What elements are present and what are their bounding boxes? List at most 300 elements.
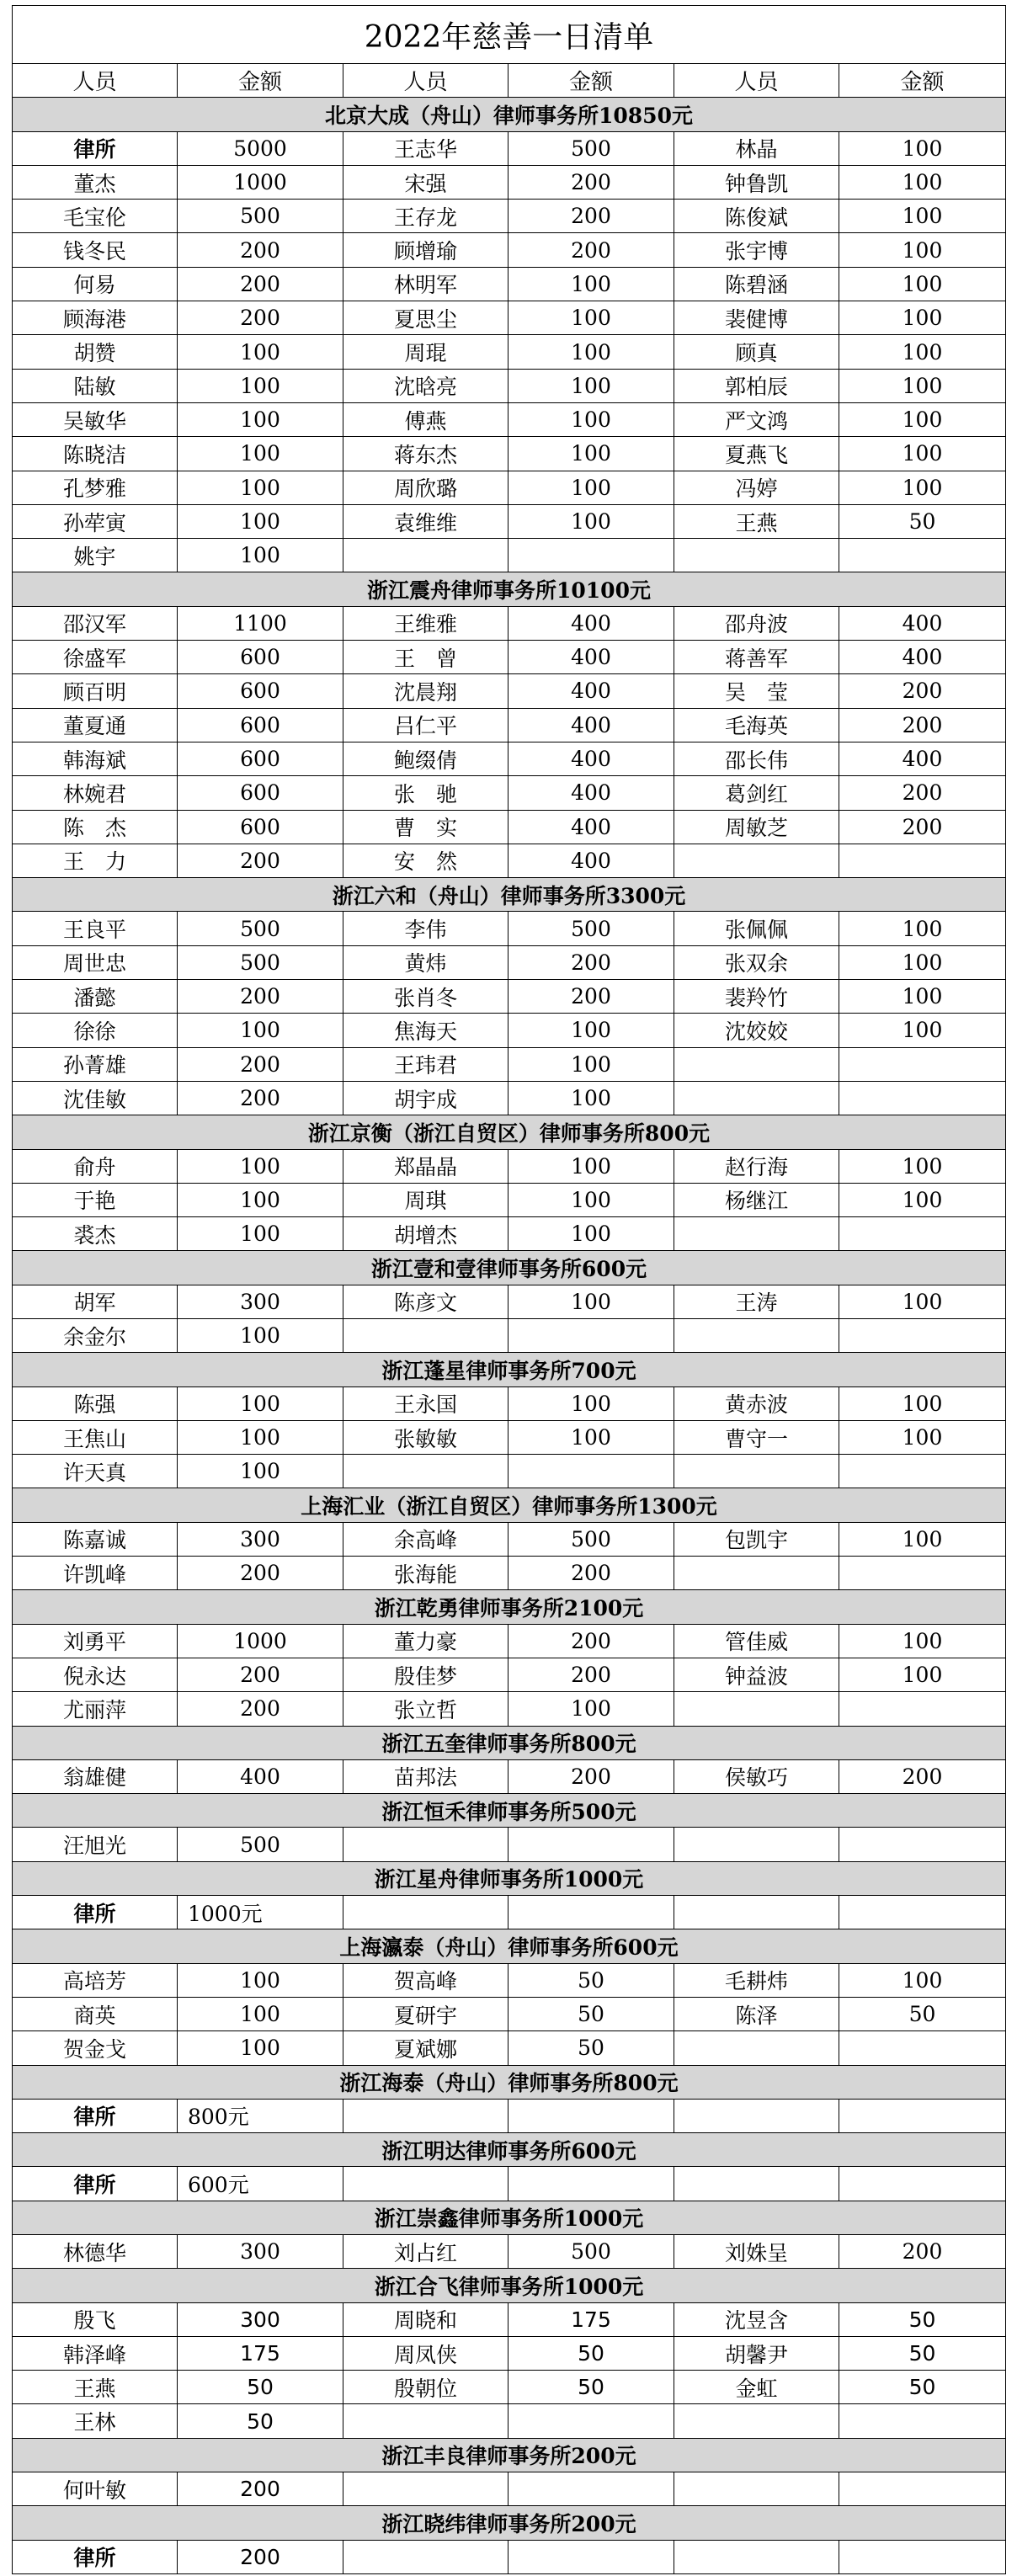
table-row: [13, 1183, 1006, 1216]
person-cell: 韩海斌: [13, 742, 178, 775]
section-header-row: [13, 2269, 1006, 2302]
table-row: [13, 606, 1006, 640]
amount-cell: 100: [509, 1420, 674, 1454]
section-title: 上海瀛泰（舟山）律师事务所600元: [13, 1929, 1006, 1963]
amount-cell: 100: [509, 1217, 674, 1251]
person-cell: 王志华: [343, 131, 509, 165]
amount-cell: 100: [509, 1692, 674, 1726]
amount-cell: 200: [178, 2540, 343, 2573]
table-row: [13, 844, 1006, 877]
section-header-row: [13, 2506, 1006, 2540]
person-cell: 于艳: [13, 1183, 178, 1216]
amount-cell: 200: [509, 233, 674, 267]
amount-cell: 200: [509, 980, 674, 1014]
amount-cell: [509, 1896, 674, 1929]
amount-cell: 100: [839, 131, 1006, 165]
person-cell: 张立哲: [343, 1692, 509, 1726]
person-cell: 邵舟波: [674, 606, 839, 640]
section-title: 浙江恒禾律师事务所500元: [13, 1794, 1006, 1828]
amount-cell: 100: [509, 504, 674, 538]
person-cell: 陈晓洁: [13, 437, 178, 471]
person-cell: 王存龙: [343, 200, 509, 233]
header-person-1: 人员: [13, 64, 178, 98]
table-row: [13, 1658, 1006, 1691]
amount-cell: 100: [839, 233, 1006, 267]
amount-cell: 50: [509, 2336, 674, 2370]
amount-cell: [839, 1081, 1006, 1115]
table-row: [13, 1149, 1006, 1183]
section-title: 浙江合飞律师事务所1000元: [13, 2269, 1006, 2302]
amount-cell: [509, 1828, 674, 1861]
person-cell: 周晓和: [343, 2302, 509, 2336]
amount-cell: 300: [178, 2302, 343, 2336]
table-row: [13, 2472, 1006, 2506]
amount-cell: 100: [178, 539, 343, 572]
person-cell: 俞舟: [13, 1149, 178, 1183]
person-cell: 徐徐: [13, 1014, 178, 1047]
person-cell: 吕仁平: [343, 708, 509, 742]
person-cell: 顾海港: [13, 301, 178, 335]
amount-cell: 200: [178, 301, 343, 335]
amount-cell: 100: [509, 1285, 674, 1318]
amount-cell: 50: [839, 504, 1006, 538]
person-cell: 包凯宇: [674, 1522, 839, 1556]
person-cell: [343, 1455, 509, 1488]
amount-cell: 100: [839, 1420, 1006, 1454]
amount-cell: 200: [178, 1047, 343, 1081]
amount-cell: 50: [839, 2336, 1006, 2370]
amount-cell: 50: [839, 1997, 1006, 2030]
person-cell: 冯婷: [674, 471, 839, 504]
amount-cell: 400: [509, 708, 674, 742]
amount-cell: 100: [839, 402, 1006, 436]
amount-cell: 400: [509, 606, 674, 640]
table-row: [13, 1318, 1006, 1352]
person-cell: 贺高峰: [343, 1963, 509, 1997]
person-cell: 许凯峰: [13, 1557, 178, 1590]
person-cell: 潘懿: [13, 980, 178, 1014]
person-cell: 倪永达: [13, 1658, 178, 1691]
person-cell: 陈嘉诚: [13, 1522, 178, 1556]
person-cell: 沈佳敏: [13, 1081, 178, 1115]
amount-cell: 200: [178, 1658, 343, 1691]
table-row: [13, 776, 1006, 810]
table-row: [13, 267, 1006, 301]
amount-cell: 100: [839, 471, 1006, 504]
amount-cell: [839, 2099, 1006, 2132]
amount-cell: 500: [509, 912, 674, 945]
table-row: [13, 1522, 1006, 1556]
table-row: [13, 1759, 1006, 1793]
person-cell: 董杰: [13, 165, 178, 199]
person-cell: 王永国: [343, 1386, 509, 1420]
person-cell: 陆敏: [13, 369, 178, 402]
person-cell: 焦海天: [343, 1014, 509, 1047]
person-cell: [674, 1318, 839, 1352]
amount-cell: 600: [178, 810, 343, 844]
section-title: 浙江五奎律师事务所800元: [13, 1726, 1006, 1759]
person-cell: 夏研宇: [343, 1997, 509, 2030]
amount-cell: 50: [509, 2371, 674, 2404]
table-row: [13, 1386, 1006, 1420]
person-cell: 周欣璐: [343, 471, 509, 504]
amount-cell: 600元: [178, 2167, 343, 2201]
section-title: 浙江京衡（浙江自贸区）律师事务所800元: [13, 1115, 1006, 1149]
section-header-row: [13, 1488, 1006, 1522]
amount-cell: 200: [178, 844, 343, 877]
section-header-row: [13, 2438, 1006, 2472]
section-header-row: [13, 878, 1006, 912]
amount-cell: 200: [178, 267, 343, 301]
person-cell: 张 驰: [343, 776, 509, 810]
amount-cell: 300: [178, 1285, 343, 1318]
person-cell: 陈 杰: [13, 810, 178, 844]
section-header-row: [13, 572, 1006, 606]
header-person-2: 人员: [343, 64, 509, 98]
person-cell: 尤丽萍: [13, 1692, 178, 1726]
person-cell: 殷朝位: [343, 2371, 509, 2404]
person-cell: 孙菁雄: [13, 1047, 178, 1081]
person-cell: 许天真: [13, 1455, 178, 1488]
person-cell: [674, 1692, 839, 1726]
amount-cell: 500: [509, 2235, 674, 2269]
section-header-row: [13, 1794, 1006, 1828]
table-row: [13, 945, 1006, 979]
section-title: 浙江星舟律师事务所1000元: [13, 1861, 1006, 1895]
person-cell: [674, 2540, 839, 2573]
section-title: 浙江海泰（舟山）律师事务所800元: [13, 2065, 1006, 2099]
table-row: [13, 2235, 1006, 2269]
section-header-row: [13, 2065, 1006, 2099]
person-cell: 张佩佩: [674, 912, 839, 945]
person-cell: [674, 2099, 839, 2132]
person-cell: 胡赞: [13, 335, 178, 369]
person-cell: 律所: [13, 2099, 178, 2132]
table-row: [13, 2336, 1006, 2370]
person-cell: 沈姣姣: [674, 1014, 839, 1047]
person-cell: 裘杰: [13, 1217, 178, 1251]
amount-cell: 200: [839, 776, 1006, 810]
amount-cell: 200: [178, 233, 343, 267]
table-row: [13, 1624, 1006, 1658]
person-cell: 李伟: [343, 912, 509, 945]
donation-table: [12, 5, 1006, 2574]
donation-table-body: [13, 6, 1006, 2574]
person-cell: [674, 1557, 839, 1590]
amount-cell: [839, 2540, 1006, 2573]
person-cell: 管佳威: [674, 1624, 839, 1658]
amount-cell: 100: [178, 1318, 343, 1352]
section-header-row: [13, 1726, 1006, 1759]
amount-cell: 50: [839, 2302, 1006, 2336]
person-cell: 宋强: [343, 165, 509, 199]
person-cell: 徐盛军: [13, 641, 178, 674]
amount-cell: 200: [839, 810, 1006, 844]
amount-cell: 200: [509, 1658, 674, 1691]
section-title: 北京大成（舟山）律师事务所10850元: [13, 98, 1006, 131]
amount-cell: 100: [178, 1217, 343, 1251]
person-cell: 毛耕炜: [674, 1963, 839, 1997]
amount-cell: [509, 1318, 674, 1352]
table-row: [13, 1081, 1006, 1115]
amount-cell: 600: [178, 641, 343, 674]
section-title: 浙江壹和壹律师事务所600元: [13, 1251, 1006, 1285]
person-cell: 蒋善军: [674, 641, 839, 674]
header-person-3: 人员: [674, 64, 839, 98]
person-cell: 王涛: [674, 1285, 839, 1318]
amount-cell: 5000: [178, 131, 343, 165]
person-cell: [674, 1217, 839, 1251]
person-cell: 张海能: [343, 1557, 509, 1590]
table-row: [13, 437, 1006, 471]
section-header-row: [13, 1929, 1006, 1963]
section-header-row: [13, 1861, 1006, 1895]
person-cell: 侯敏巧: [674, 1759, 839, 1793]
table-row: [13, 1557, 1006, 1590]
table-row: [13, 2167, 1006, 2201]
amount-cell: 400: [839, 641, 1006, 674]
person-cell: 韩泽峰: [13, 2336, 178, 2370]
amount-cell: [839, 1217, 1006, 1251]
section-title: 浙江六和（舟山）律师事务所3300元: [13, 878, 1006, 912]
table-row: [13, 1963, 1006, 1997]
amount-cell: 200: [839, 674, 1006, 708]
table-row: [13, 335, 1006, 369]
person-cell: 张双余: [674, 945, 839, 979]
person-cell: 王林: [13, 2404, 178, 2438]
person-cell: 黄炜: [343, 945, 509, 979]
person-cell: [674, 2031, 839, 2065]
amount-cell: 100: [178, 335, 343, 369]
amount-cell: 100: [839, 1149, 1006, 1183]
table-row: [13, 1828, 1006, 1861]
amount-cell: 100: [839, 267, 1006, 301]
amount-cell: [839, 1557, 1006, 1590]
person-cell: [674, 1828, 839, 1861]
table-row: [13, 1896, 1006, 1929]
person-cell: 林明军: [343, 267, 509, 301]
section-title: 浙江晓纬律师事务所200元: [13, 2506, 1006, 2540]
person-cell: 何叶敏: [13, 2472, 178, 2506]
person-cell: 王燕: [674, 504, 839, 538]
person-cell: 沈昱含: [674, 2302, 839, 2336]
amount-cell: 100: [839, 945, 1006, 979]
amount-cell: 100: [178, 1997, 343, 2030]
amount-cell: 100: [509, 1014, 674, 1047]
person-cell: 裴健博: [674, 301, 839, 335]
amount-cell: 100: [509, 1386, 674, 1420]
amount-cell: 400: [178, 1759, 343, 1793]
table-row: [13, 2302, 1006, 2336]
amount-cell: 400: [509, 641, 674, 674]
amount-cell: 100: [178, 471, 343, 504]
amount-cell: 1100: [178, 606, 343, 640]
person-cell: 钟益波: [674, 1658, 839, 1691]
table-row: [13, 2099, 1006, 2132]
person-cell: 金虹: [674, 2371, 839, 2404]
amount-cell: 100: [178, 1455, 343, 1488]
title-row: [13, 6, 1006, 64]
section-title: 浙江明达律师事务所600元: [13, 2133, 1006, 2167]
amount-cell: 200: [509, 1624, 674, 1658]
amount-cell: 100: [178, 1963, 343, 1997]
amount-cell: [839, 2404, 1006, 2438]
person-cell: 王燕: [13, 2371, 178, 2404]
amount-cell: [509, 2540, 674, 2573]
person-cell: [674, 2472, 839, 2506]
amount-cell: 100: [839, 437, 1006, 471]
section-header-row: [13, 2133, 1006, 2167]
section-title: 上海汇业（浙江自贸区）律师事务所1300元: [13, 1488, 1006, 1522]
table-row: [13, 674, 1006, 708]
amount-cell: 100: [839, 165, 1006, 199]
person-cell: 胡增杰: [343, 1217, 509, 1251]
person-cell: 孔梦雅: [13, 471, 178, 504]
person-cell: 毛宝伦: [13, 200, 178, 233]
table-row: [13, 810, 1006, 844]
person-cell: 胡馨尹: [674, 2336, 839, 2370]
person-cell: 张宇博: [674, 233, 839, 267]
amount-cell: 100: [178, 1149, 343, 1183]
person-cell: 裴羚竹: [674, 980, 839, 1014]
person-cell: 余高峰: [343, 1522, 509, 1556]
person-cell: 沈晨翔: [343, 674, 509, 708]
person-cell: 律所: [13, 2167, 178, 2201]
person-cell: 夏思尘: [343, 301, 509, 335]
person-cell: 律所: [13, 131, 178, 165]
amount-cell: 100: [178, 1420, 343, 1454]
amount-cell: 500: [178, 945, 343, 979]
table-row: [13, 369, 1006, 402]
amount-cell: 100: [178, 437, 343, 471]
person-cell: 钱冬民: [13, 233, 178, 267]
header-amount-1: 金额: [178, 64, 343, 98]
amount-cell: 100: [839, 1386, 1006, 1420]
table-row: [13, 708, 1006, 742]
amount-cell: [509, 2472, 674, 2506]
amount-cell: 175: [509, 2302, 674, 2336]
amount-cell: 100: [509, 1149, 674, 1183]
amount-cell: [509, 2099, 674, 2132]
amount-cell: 100: [509, 402, 674, 436]
amount-cell: [839, 1047, 1006, 1081]
amount-cell: 100: [839, 335, 1006, 369]
amount-cell: 100: [509, 471, 674, 504]
person-cell: 贺金戈: [13, 2031, 178, 2065]
column-header-row: [13, 64, 1006, 98]
person-cell: [674, 1896, 839, 1929]
person-cell: 陈彦文: [343, 1285, 509, 1318]
amount-cell: 200: [509, 945, 674, 979]
amount-cell: 200: [509, 1557, 674, 1590]
table-row: [13, 471, 1006, 504]
person-cell: 王 力: [13, 844, 178, 877]
person-cell: 周世忠: [13, 945, 178, 979]
amount-cell: 500: [509, 131, 674, 165]
amount-cell: 175: [178, 2336, 343, 2370]
person-cell: 顾增瑜: [343, 233, 509, 267]
amount-cell: 100: [509, 437, 674, 471]
person-cell: 吴 莹: [674, 674, 839, 708]
amount-cell: 800元: [178, 2099, 343, 2132]
amount-cell: 50: [509, 1963, 674, 1997]
person-cell: [674, 1455, 839, 1488]
table-row: [13, 2540, 1006, 2573]
person-cell: 安 然: [343, 844, 509, 877]
person-cell: 孙荦寅: [13, 504, 178, 538]
section-header-row: [13, 98, 1006, 131]
amount-cell: 100: [509, 301, 674, 335]
header-amount-3: 金额: [839, 64, 1006, 98]
person-cell: [674, 844, 839, 877]
person-cell: 袁维维: [343, 504, 509, 538]
amount-cell: 100: [839, 1522, 1006, 1556]
amount-cell: 100: [178, 402, 343, 436]
amount-cell: 100: [839, 369, 1006, 402]
section-header-row: [13, 1353, 1006, 1386]
person-cell: 律所: [13, 1896, 178, 1929]
amount-cell: [509, 2167, 674, 2201]
amount-cell: 400: [839, 606, 1006, 640]
person-cell: 周琨: [343, 335, 509, 369]
person-cell: [674, 539, 839, 572]
amount-cell: 500: [178, 1828, 343, 1861]
amount-cell: 100: [839, 980, 1006, 1014]
person-cell: 刘勇平: [13, 1624, 178, 1658]
person-cell: 王 曾: [343, 641, 509, 674]
table-row: [13, 742, 1006, 775]
person-cell: 王维雅: [343, 606, 509, 640]
amount-cell: 100: [178, 1386, 343, 1420]
section-header-row: [13, 1251, 1006, 1285]
amount-cell: [839, 2031, 1006, 2065]
person-cell: 吴敏华: [13, 402, 178, 436]
amount-cell: 100: [839, 1658, 1006, 1691]
person-cell: 顾百明: [13, 674, 178, 708]
person-cell: 郭柏辰: [674, 369, 839, 402]
amount-cell: [509, 1455, 674, 1488]
person-cell: 王焦山: [13, 1420, 178, 1454]
person-cell: 周凤侠: [343, 2336, 509, 2370]
person-cell: [674, 2404, 839, 2438]
person-cell: 余金尔: [13, 1318, 178, 1352]
person-cell: 夏燕飞: [674, 437, 839, 471]
amount-cell: 100: [178, 369, 343, 402]
person-cell: [674, 2167, 839, 2201]
amount-cell: 100: [178, 504, 343, 538]
person-cell: 葛剑红: [674, 776, 839, 810]
person-cell: 郑晶晶: [343, 1149, 509, 1183]
person-cell: 严文鸿: [674, 402, 839, 436]
person-cell: 鲍缀倩: [343, 742, 509, 775]
amount-cell: 600: [178, 708, 343, 742]
person-cell: 王玮君: [343, 1047, 509, 1081]
amount-cell: 100: [178, 2031, 343, 2065]
table-row: [13, 1455, 1006, 1488]
table-row: [13, 200, 1006, 233]
amount-cell: [509, 2404, 674, 2438]
amount-cell: 600: [178, 674, 343, 708]
person-cell: 蒋东杰: [343, 437, 509, 471]
person-cell: 陈泽: [674, 1997, 839, 2030]
person-cell: 律所: [13, 2540, 178, 2573]
section-title: 浙江崇鑫律师事务所1000元: [13, 2201, 1006, 2234]
table-row: [13, 1997, 1006, 2030]
person-cell: 毛海英: [674, 708, 839, 742]
table-row: [13, 539, 1006, 572]
person-cell: [343, 2404, 509, 2438]
amount-cell: 200: [178, 980, 343, 1014]
